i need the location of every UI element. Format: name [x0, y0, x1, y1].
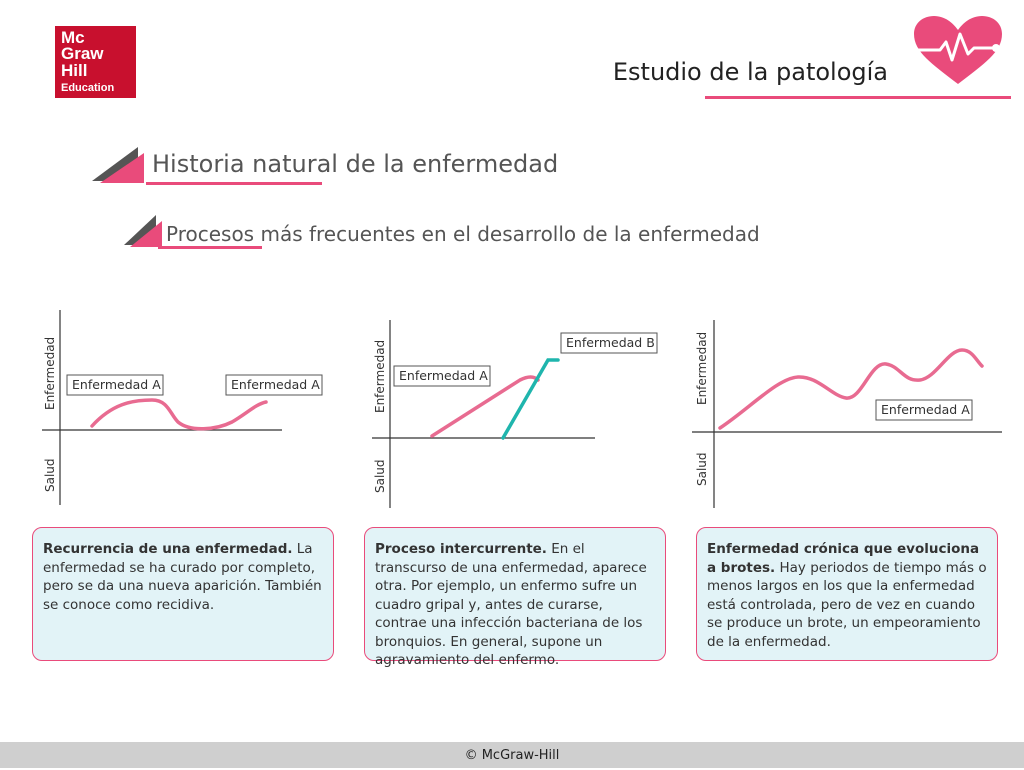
label-disease-a: Enfermedad A: [399, 368, 488, 383]
y-label-upper: Enfermedad: [695, 331, 709, 405]
card-intercurrent: [364, 527, 666, 668]
section-subheading: Procesos más frecuentes en el desarrollo de la enfermedad: [166, 222, 760, 246]
heart-pulse-icon: [912, 14, 1004, 88]
y-label-lower: Salud: [43, 458, 57, 492]
y-label-lower: Salud: [373, 459, 387, 493]
footer: [0, 742, 1024, 768]
label-disease-a: Enfermedad A: [881, 402, 970, 417]
card-body: En el transcurso de una enfermedad, aparece otra. Por ejemplo, un enfermo sufre un cuadro gripal y, antes de curarse, contrae una infección bacteriana de los bronquios. En general, supone un agravamiento del enfermo.: [375, 541, 647, 668]
disease-b-curve: [503, 360, 558, 438]
y-label-upper: Enfermedad: [43, 336, 57, 410]
label-disease-b: Enfermedad B: [566, 335, 655, 350]
card-title: Enfermedad crónica que evoluciona a brotes.: [707, 541, 980, 576]
y-label-lower: Salud: [695, 452, 709, 486]
section-heading: Historia natural de la enfermedad: [152, 150, 559, 178]
logo-line-1: Mc: [61, 28, 85, 47]
card-title: Proceso intercurrente.: [375, 541, 547, 557]
heading-marker: [86, 145, 150, 185]
logo-line-3: Hill: [61, 61, 88, 80]
disease-curve: [92, 400, 266, 429]
graph-recurrence: [30, 300, 340, 515]
graph-intercurrent: [360, 300, 670, 515]
label-disease-a: Enfermedad A: [72, 377, 161, 392]
card-body: La enfermedad se ha curado por completo, pero se da una nueva aparición. También se conoce como recidiva.: [43, 541, 322, 613]
card-title: Recurrencia de una enfermedad.: [43, 541, 293, 557]
page-title: Estudio de la patología: [612, 58, 888, 86]
label-disease-a: Enfermedad A: [231, 377, 320, 392]
graph-chronic: [690, 300, 1010, 515]
logo-line-2: Graw: [61, 44, 104, 63]
card-chronic: [696, 527, 998, 661]
card-recurrence: [32, 527, 334, 661]
card-body: Hay periodos de tiempo más o menos largos en los que la enfermedad está controlada, pero de vez en cuando se produce un brote, un empeoramiento de la enfermedad.: [707, 559, 987, 650]
subheading-marker: [120, 213, 164, 249]
copyright-text: © McGraw-Hill: [464, 748, 560, 763]
logo-line-4: Education: [61, 82, 115, 94]
title-underline: [705, 96, 1011, 99]
mcgraw-hill-logo: [55, 26, 136, 98]
section-subheading-underline: [158, 246, 262, 249]
section-heading-underline: [146, 182, 322, 185]
y-label-upper: Enfermedad: [373, 339, 387, 413]
